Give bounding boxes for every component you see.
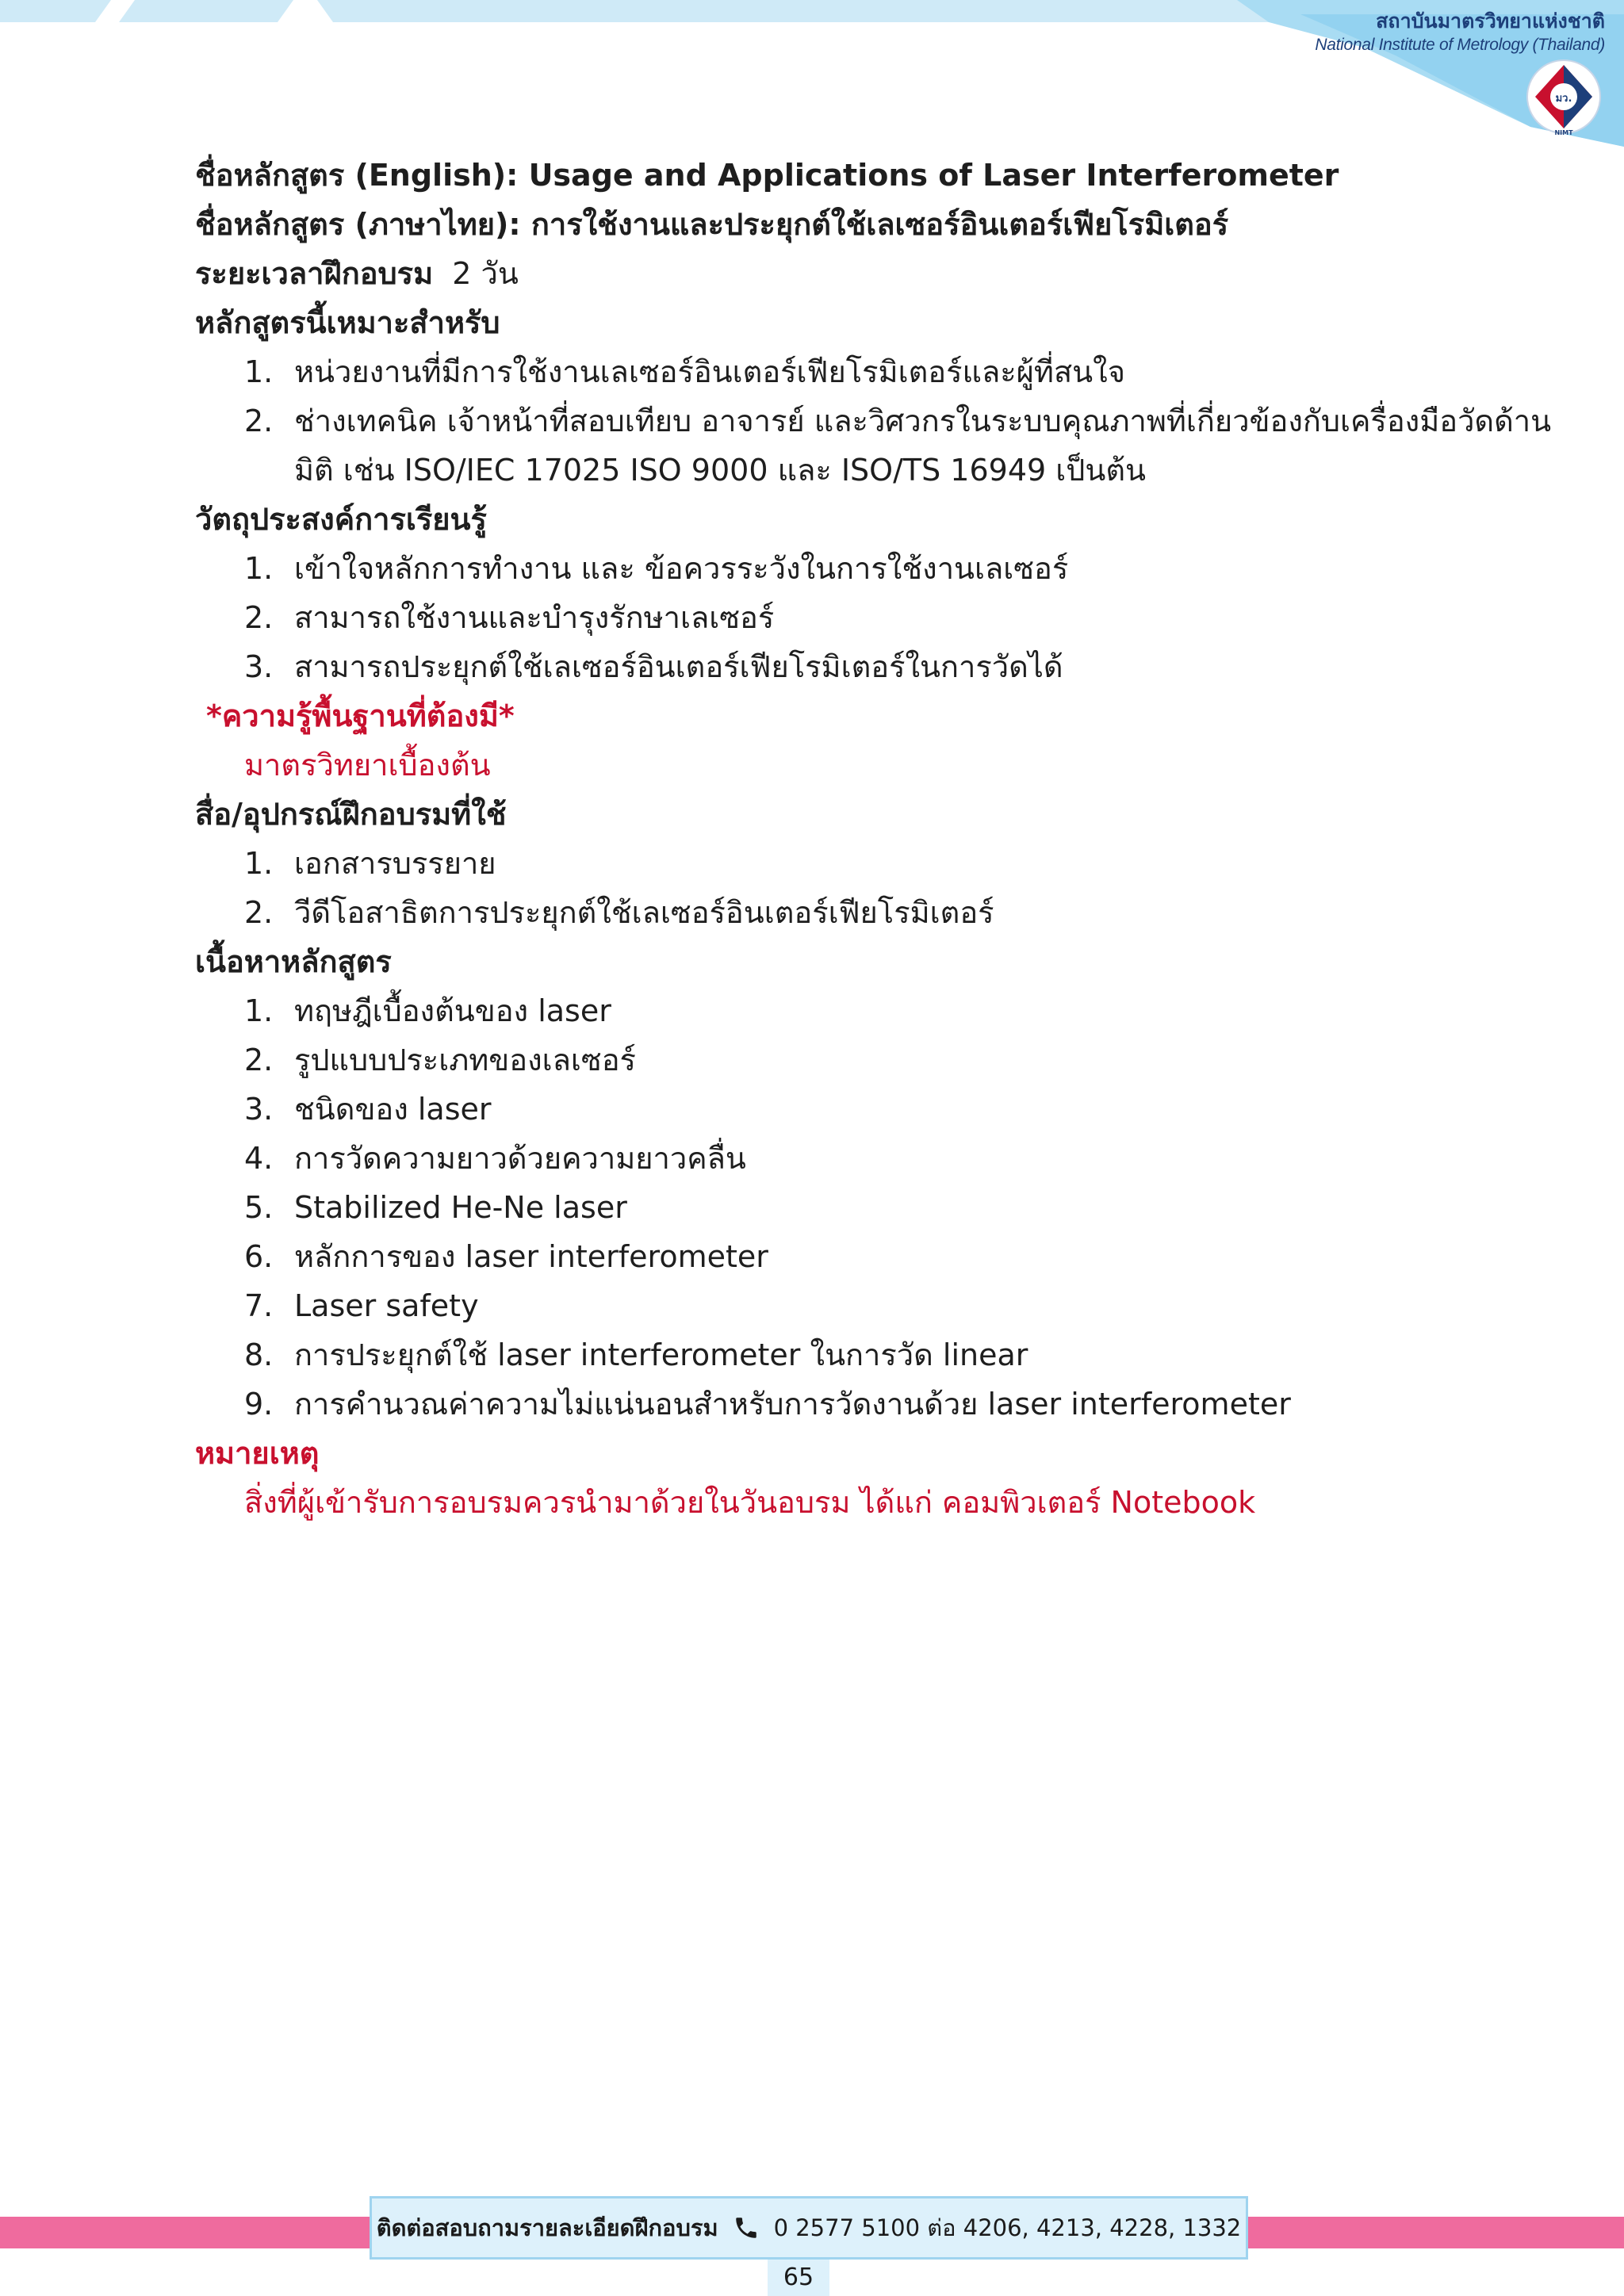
list-number: 1.: [244, 551, 274, 586]
phone-icon: [733, 2214, 760, 2241]
list-text: สามารถประยุกต์ใช้เลเซอร์อินเตอร์เฟียโรมิเตอร์ในการวัดได้: [294, 649, 1063, 684]
list-text: Laser safety: [294, 1288, 479, 1323]
list-number: 5.: [244, 1190, 274, 1225]
list-text: สามารถใช้งานและบำรุงรักษาเลเซอร์: [294, 600, 775, 635]
list-item: [195, 1183, 1464, 1232]
contact-box: [370, 2196, 1248, 2260]
list-number: 2.: [244, 895, 274, 930]
list-text: ทฤษฎีเบื้องต้นของ laser: [294, 993, 611, 1028]
list-item: [195, 593, 1464, 642]
duration-value: 2 วัน: [452, 256, 519, 291]
course-name-th: [195, 200, 1464, 249]
course-name-th-label: ชื่อหลักสูตร (ภาษาไทย):: [195, 207, 521, 242]
list-text: Stabilized He-Ne laser: [294, 1190, 627, 1225]
list-number: 3.: [244, 1092, 274, 1127]
content-heading: เนื้อหาหลักสูตร: [195, 944, 392, 979]
nimt-logo: [1524, 57, 1603, 136]
list-item: [195, 1134, 1464, 1183]
objectives-heading: วัตถุประสงค์การเรียนรู้: [195, 502, 487, 537]
list-number: 2.: [244, 600, 274, 635]
contact-label: ติดต่อสอบถามรายละเอียดฝึกอบรม: [376, 2214, 718, 2241]
list-number: 6.: [244, 1239, 274, 1274]
list-number: 2.: [244, 404, 274, 438]
list-item: [195, 1330, 1464, 1380]
list-number: 7.: [244, 1288, 274, 1323]
list-text: การคำนวณค่าความไม่แน่นอนสำหรับการวัดงานด้วย laser interferometer: [294, 1387, 1291, 1422]
list-text: รูปแบบประเภทของเลเซอร์: [294, 1043, 636, 1077]
institute-name-en: National Institute of Metrology (Thailand): [1315, 36, 1605, 54]
list-item: [195, 642, 1464, 691]
list-number: 2.: [244, 1043, 274, 1077]
list-item: [195, 1035, 1464, 1085]
list-number: 4.: [244, 1141, 274, 1176]
course-name-en: [195, 151, 1464, 200]
list-number: 1.: [244, 846, 274, 881]
list-text: หลักการของ laser interferometer: [294, 1239, 768, 1274]
list-text: การประยุกต์ใช้ laser interferometer ในการวัด linear: [294, 1337, 1028, 1372]
list-item: [195, 839, 1464, 888]
list-text: วีดีโอสาธิตการประยุกต์ใช้เลเซอร์อินเตอร์เฟียโรมิเตอร์: [294, 895, 994, 930]
audience-heading: หลักสูตรนี้เหมาะสำหรับ: [195, 305, 500, 340]
list-item: [195, 1380, 1464, 1429]
prerequisite-text: มาตรวิทยาเบื้องต้น: [244, 748, 491, 783]
media-heading: สื่อ/อุปกรณ์ฝึกอบรมที่ใช้: [195, 797, 507, 832]
list-number: 9.: [244, 1387, 274, 1422]
course-name-en-value: Usage and Applications of Laser Interferometer: [528, 158, 1339, 193]
note-text: สิ่งที่ผู้เข้ารับการอบรมควรนำมาด้วยในวันอบรม ได้แก่ คอมพิวเตอร์ Notebook: [244, 1485, 1256, 1520]
course-name-en-label: ชื่อหลักสูตร (English):: [195, 158, 519, 193]
logo-subtext: NIMT: [1554, 129, 1573, 136]
institute-name-th: สถาบันมาตรวิทยาแห่งชาติ: [1376, 10, 1605, 33]
list-item: [195, 544, 1464, 593]
course-duration: [195, 249, 1464, 298]
list-text: ช่างเทคนิค เจ้าหน้าที่สอบเทียบ อาจารย์ และวิศวกรในระบบคุณภาพที่เกี่ยวข้องกับเครื่องมือวัดด้าน: [294, 404, 1552, 438]
list-number: 1.: [244, 993, 274, 1028]
note-heading: หมายเหตุ: [195, 1436, 320, 1471]
list-item: [195, 1085, 1464, 1134]
list-number: 3.: [244, 649, 274, 684]
list-item: [195, 347, 1464, 396]
contact-phone: 0 2577 5100 ต่อ 4206, 4213, 4228, 1332: [773, 2214, 1242, 2241]
list-text: ชนิดของ laser: [294, 1092, 492, 1127]
list-item: [195, 888, 1464, 937]
list-text: เข้าใจหลักการทำงาน และ ข้อควรระวังในการใช้งานเลเซอร์: [294, 551, 1069, 586]
prerequisite-heading: *ความรู้พื้นฐานที่ต้องมี*: [206, 698, 515, 733]
logo-text: มว.: [1555, 93, 1572, 105]
list-item: [195, 1232, 1464, 1281]
list-text: หน่วยงานที่มีการใช้งานเลเซอร์อินเตอร์เฟียโรมิเตอร์และผู้ที่สนใจ: [294, 354, 1125, 389]
duration-label: ระยะเวลาฝึกอบรม: [195, 256, 434, 291]
list-item: [195, 1281, 1464, 1330]
institute-name: [1315, 8, 1605, 55]
list-number: 8.: [244, 1337, 274, 1372]
list-text: การวัดความยาวด้วยความยาวคลื่น: [294, 1141, 746, 1176]
list-number: 1.: [244, 354, 274, 389]
course-details: [195, 151, 1552, 1527]
list-text-continued: มิติ เช่น ISO/IEC 17025 ISO 9000 และ ISO/TS 16949 เป็นต้น: [294, 453, 1147, 488]
list-item: [195, 986, 1464, 1035]
course-name-th-value: การใช้งานและประยุกต์ใช้เลเซอร์อินเตอร์เฟียโรมิเตอร์: [530, 207, 1229, 242]
list-text: เอกสารบรรยาย: [294, 846, 496, 881]
list-item: [195, 396, 1552, 495]
page-number: 65: [768, 2260, 829, 2296]
